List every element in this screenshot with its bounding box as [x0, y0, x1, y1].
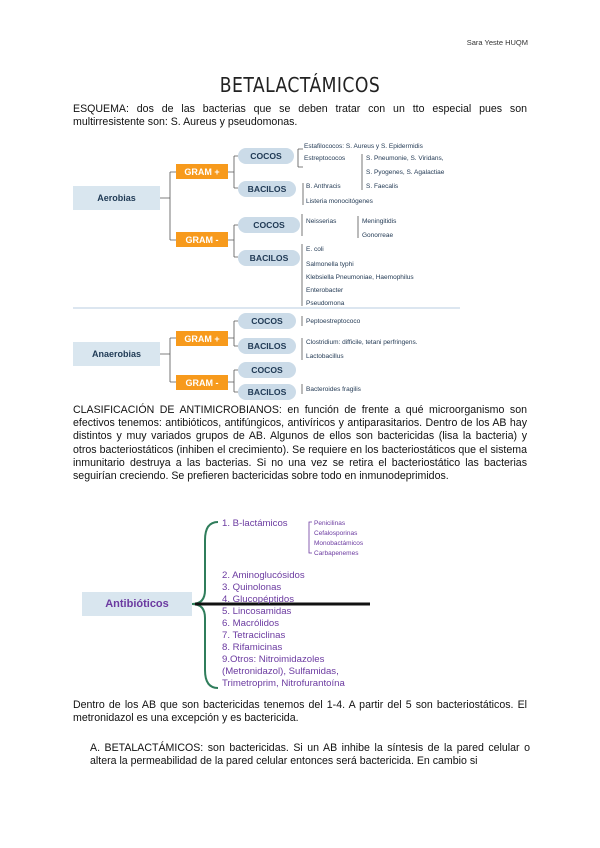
ab-sub-item: Carbapenemes — [314, 550, 359, 557]
ab-item: 8. Rifamicinas — [222, 642, 283, 653]
scheme-label: Enterobacter — [306, 287, 344, 294]
cocos-pill: COCOS — [238, 217, 300, 233]
dentro-paragraph: Dentro de los AB que son bactericidas tenemos del 1-4. A partir del 5 son bacteriostáticos. El metronidazol es una excepción y es bactericida. — [73, 699, 527, 725]
ab-sub-item: Penicilinas — [314, 520, 346, 527]
ab-item: 6. Macrólidos — [222, 618, 280, 629]
scheme-label: Peptoestreptococo — [306, 318, 361, 325]
ab-sub-item: Monobactámicos — [314, 540, 364, 547]
gram-pos-aerobias: GRAM + — [176, 164, 228, 179]
ab-item: 5. Lincosamidas — [222, 606, 292, 617]
anaerobias-box: Anaerobias — [73, 342, 160, 366]
scheme-label: Listeria monocitógenes — [306, 198, 373, 205]
bacilos-pill: BACILOS — [238, 384, 296, 400]
ab-item: 1. B-lactámicos — [222, 518, 288, 529]
scheme-label: Bacteroides fragilis — [306, 386, 361, 393]
clasificacion-paragraph: CLASIFICACIÓN DE ANTIMICROBIANOS: en función de frente a qué microorganismo son efectivos tenemos: antibióticos, antifúngicos, antivíricos y antiparasitarios. Dentro de los AB hay distintos y muy variados grupos de AB. Algunos de ellos son bactericidas (lisa la bacteria) y otros bacteriostáticos (inhiben el crecimiento). Se requiere en los bacteriostáticos que el sistema inmunitario destruya a las bacterias. Si no una vez se retira el bacteriostático las bacterias seguirían creciendo. Se prefieren bactericidas sobre todo en inmunodeprimidos. — [73, 404, 527, 483]
gram-neg-aerobias: GRAM - — [176, 232, 228, 247]
bacilos-pill: BACILOS — [238, 338, 296, 354]
scheme-label: S. Pneumonie, S. Viridans, — [366, 155, 444, 162]
cocos-pill: COCOS — [238, 313, 296, 329]
scheme-label: Meningitidis — [362, 218, 397, 225]
ab-sub-item: Cefalosporinas — [314, 530, 358, 537]
gram-pos-anaerobias: GRAM + — [176, 331, 228, 346]
ab-item: Trimetroprim, Nitrofurantoína — [222, 678, 345, 689]
author-name: Sara Yeste HUQM — [466, 38, 528, 47]
scheme-label: Salmonella typhi — [306, 261, 354, 268]
gram-neg-anaerobias: GRAM - — [176, 375, 228, 390]
aerobias-box: Aerobias — [73, 186, 160, 210]
scheme-label: Klebsiella Pneumoniae, Haemophilus — [306, 274, 414, 281]
bacilos-pill: BACILOS — [238, 250, 300, 266]
scheme-label: B. Anthracis — [306, 183, 341, 190]
scheme-label: Neisserias — [306, 218, 337, 225]
ab-item: 4. Glucopéptidos — [222, 594, 294, 605]
scheme-label: Estafilococos: S. Aureus y S. Epidermidis — [304, 143, 423, 150]
antibioticos-root: Antibióticos — [82, 592, 192, 616]
scheme-label: Gonorreae — [362, 232, 394, 239]
cocos-pill: COCOS — [238, 148, 294, 164]
scheme-label: Estreptococos — [304, 155, 346, 162]
ab-item: 3. Quinolonas — [222, 582, 282, 593]
bacilos-pill: BACILOS — [238, 181, 296, 197]
scheme-label: Lactobacillus — [306, 353, 344, 360]
cocos-pill: COCOS — [238, 362, 296, 378]
ab-item: 9.Otros: Nitroimidazoles — [222, 654, 325, 665]
page-title: BETALACTÁMICOS — [219, 73, 381, 97]
scheme-label: Clostridium: difficile, tetani perfringens. — [306, 339, 418, 346]
ab-item: 2. Aminoglucósidos — [222, 570, 305, 581]
scheme-label: S. Pyogenes, S. Agalactiae — [366, 169, 445, 176]
ab-item: 7. Tetraciclinas — [222, 630, 286, 641]
intro-paragraph: ESQUEMA: dos de las bacterias que se deben tratar con un tto especial pues son multirresistente son: S. Aureus y pseudomonas. — [73, 103, 527, 129]
scheme-label: S. Faecalis — [366, 183, 399, 190]
scheme-label: Pseudomona — [306, 300, 345, 307]
scheme-label: E. coli — [306, 246, 324, 253]
ab-item: (Metronidazol), Sulfamidas, — [222, 666, 339, 677]
betalactamicos-list-item: A. BETALACTÁMICOS: son bactericidas. Si un AB inhibe la síntesis de la pared celular o altera la permeabilidad de la pared celular entonces será bactericida. En cambio si — [90, 742, 530, 768]
